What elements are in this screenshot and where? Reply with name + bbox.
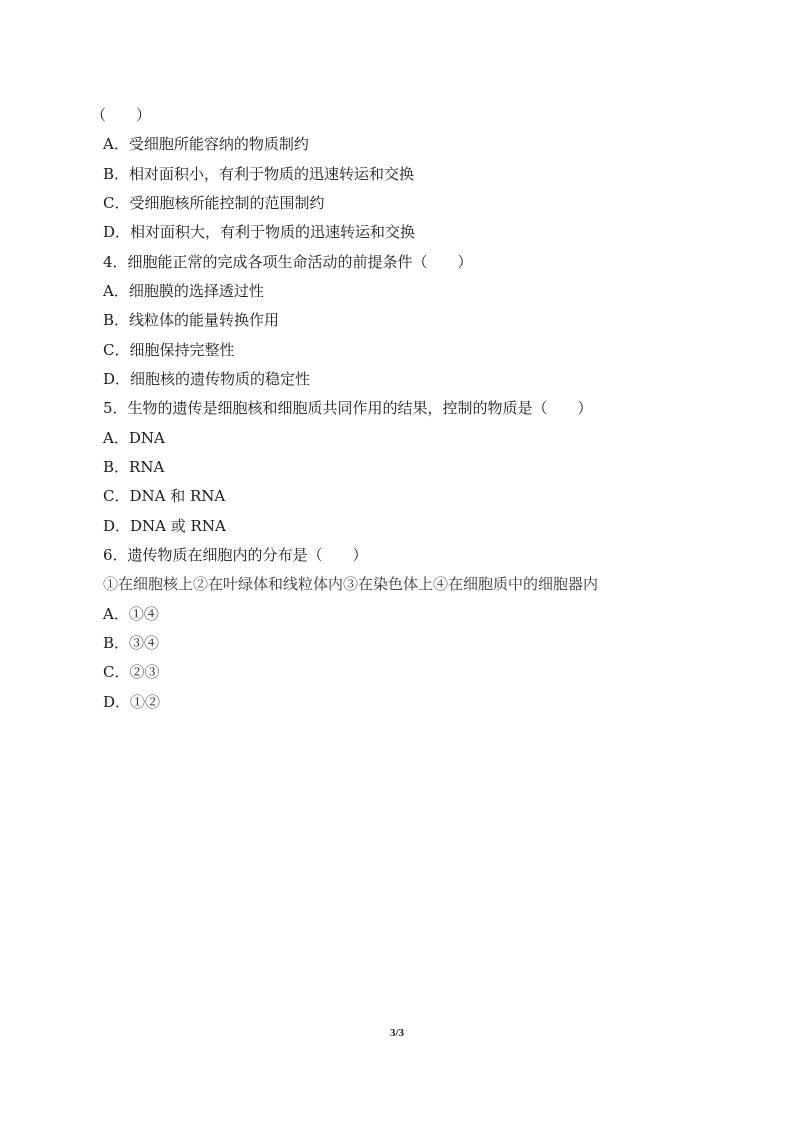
q5-option-d: D．DNA 或 RNA bbox=[103, 517, 226, 535]
question-4: 4．细胞能正常的完成各项生命活动的前提条件（ ） bbox=[103, 253, 473, 271]
q4-option-c: C．细胞保持完整性 bbox=[103, 341, 235, 359]
question-6: 6．遗传物质在细胞内的分布是（ ） bbox=[103, 546, 368, 564]
option-d-line: D．相对面积大，有利于物质的迅速转运和交换 bbox=[103, 223, 416, 241]
q4-option-d: D．细胞核的遗传物质的稳定性 bbox=[103, 370, 311, 388]
question-5: 5．生物的遗传是细胞核和细胞质共同作用的结果，控制的物质是（ ） bbox=[103, 399, 593, 417]
option-a-line: A．受细胞所能容纳的物质制约 bbox=[103, 135, 309, 153]
q6-statements: ①在细胞核上②在叶绿体和线粒体内③在染色体上④在细胞质中的细胞器内 bbox=[103, 575, 599, 593]
q6-option-b: B．③④ bbox=[103, 634, 160, 652]
q4-option-a: A．细胞膜的选择透过性 bbox=[103, 282, 264, 300]
option-c-line: C．受细胞核所能控制的范围制约 bbox=[103, 194, 325, 212]
q6-option-d: D．①② bbox=[103, 693, 161, 711]
q4-option-b: B．线粒体的能量转换作用 bbox=[103, 311, 280, 329]
q6-option-a: A．①④ bbox=[103, 605, 159, 623]
page-number: 3/3 bbox=[389, 1027, 405, 1039]
q5-option-b: B．RNA bbox=[103, 458, 165, 476]
option-b-line: B．相对面积小，有利于物质的迅速转运和交换 bbox=[103, 165, 415, 183]
q6-option-c: C．②③ bbox=[103, 663, 160, 681]
answer-bracket-line: （ ） bbox=[91, 106, 152, 124]
q5-option-a: A．DNA bbox=[103, 429, 165, 447]
q5-option-c: C．DNA 和 RNA bbox=[103, 487, 226, 505]
